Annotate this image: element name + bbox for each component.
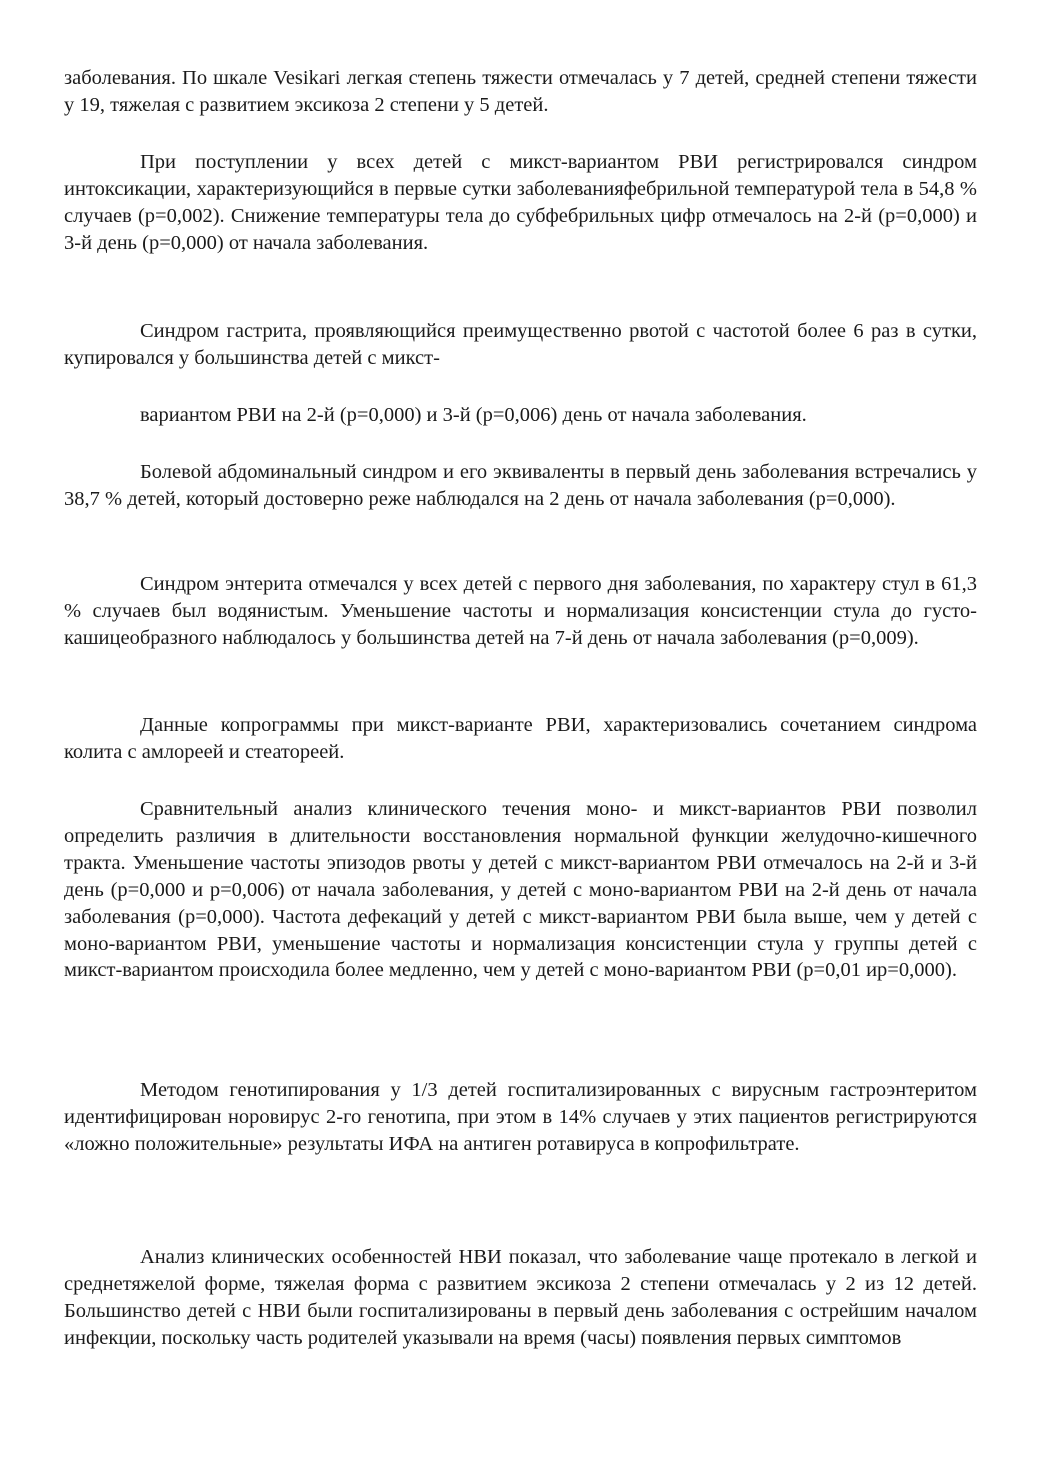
paragraph-enteritis-syndrome: Синдром энтерита отмечался у всех детей с первого дня заболевания, по характеру стул в 61,3 % случаев был водянистым. Уменьшение частоты и нормализация консистенции стула до густо-кашицеобразного наблюдалось у большинства детей на 7-й день от начала заболевания (р=0,009).	[64, 573, 977, 649]
paragraph-nvi-analysis: Анализ клинических особенностей НВИ показал, что заболевание чаще протекало в легкой и среднетяжелой форме, тяжелая форма с развитием эксикоза 2 степени отмечалась у 2 из 12 детей. Большинство детей с НВИ были госпитализированы в первый день заболевания с острейшим началом инфекции, поскольку часть родителей указывали на время (часы) появления первых симптомов	[64, 1246, 977, 1349]
paragraph-coprogram: Данные копрограммы при микст-варианте РВИ, характеризовались сочетанием синдрома колита с амлореей и стеатореей.	[64, 714, 977, 763]
paragraph-gastritis-syndrome: Синдром гастрита, проявляющийся преимущественно рвотой с частотой более 6 раз в сутки, купировался у большинства детей с микст-	[64, 320, 977, 369]
paragraph-gastritis-continuation: вариантом РВИ на 2-й (р=0,000) и 3-й (р=0,006) день от начала заболевания.	[140, 404, 807, 426]
paragraph-genotyping: Методом генотипирования у 1/3 детей госпитализированных с вирусным гастроэнтеритом идентифицирован норовирус 2-го генотипа, при этом в 14% случаев у этих пациентов регистрируются «ложно положительные» результаты ИФА на антиген ротавируса в копрофильтрате.	[64, 1079, 977, 1155]
paragraph-comparative-analysis: Сравнительный анализ клинического течения моно- и микст-вариантов РВИ позволил определить различия в длительности восстановления нормальной функции желудочно-кишечного тракта. Уменьшение частоты эпизодов рвоты у детей с микст-вариантом РВИ отмечалось на 2-й и 3-й день (р=0,000 и р=0,006) от начала заболевания, у детей с моно-вариантом РВИ на 2-й день от начала заболевания (р=0,000). Частота дефекаций у детей с микст-вариантом РВИ была выше, чем у детей с моно-вариантом РВИ, уменьшение частоты и нормализация консистенции стула у группы детей с микст-вариантом происходила более медленно, чем у детей с моно-вариантом РВИ (р=0,01 ир=0,000).	[64, 798, 977, 982]
paragraph-vesikari-scale: заболевания. По шкале Vesikari легкая степень тяжести отмечалась у 7 детей, средней степени тяжести у 19, тяжелая с развитием эксикоза 2 степени у 5 детей.	[64, 67, 977, 116]
paragraph-abdominal-pain: Болевой абдоминальный синдром и его эквиваленты в первый день заболевания встречались у 38,7 % детей, который достоверно реже наблюдался на 2 день от начала заболевания (р=0,000).	[64, 461, 977, 510]
paragraph-intoxication-syndrome: При поступлении у всех детей с микст-вариантом РВИ регистрировался синдром интоксикации, характеризующийся в первые сутки заболеванияфебрильной температурой тела в 54,8 % случаев (р=0,002). Снижение температуры тела до субфебрильных цифр отмечалось на 2-й (р=0,000) и 3-й день (р=0,000) от начала заболевания.	[64, 151, 977, 254]
